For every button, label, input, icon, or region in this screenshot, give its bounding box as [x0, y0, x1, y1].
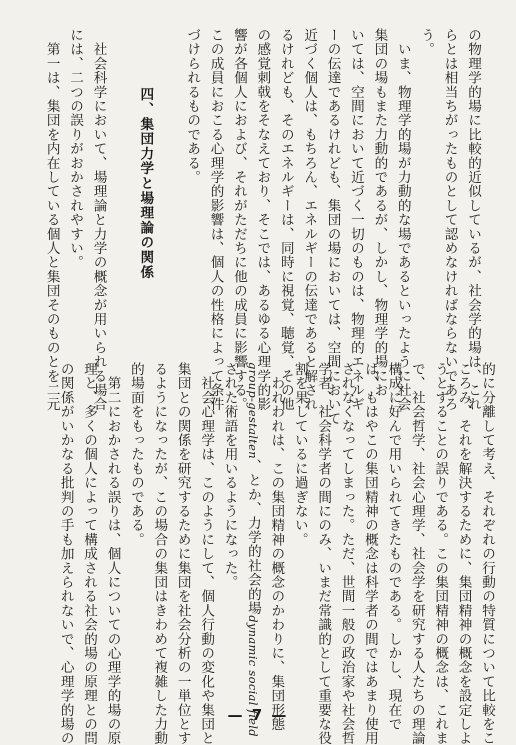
text-line: るようになったが、この場合の集団はきわめて複雑した力動 [151, 362, 168, 745]
text-line-with-latin-terms [241, 362, 264, 737]
text-line: いま、物理学的場が力動的な場であるといったように社会 [394, 28, 411, 412]
text-line: 第一は、集団を内在している個人と集団そのものとを二元 [43, 28, 60, 412]
text-line: るけれども、そのエネルギーは、同時に視覚、聴覚、その他 [277, 28, 294, 412]
text-line: されなくなってしまった。ただ、世間一般の政治家や社会哲 [338, 362, 355, 745]
text-line [156, 28, 179, 330]
text-line: された術語を用いるようになった。 [221, 362, 238, 590]
text-line: 的場面をもったものである。 [127, 362, 144, 547]
text-line: この成員におこる心理学的影響は、個人の性格によって条件 [207, 28, 224, 412]
latin-term: group-gestalten [245, 362, 260, 459]
text-line: いては、空間において近づく一切のものは、物理的エネルギ [347, 28, 364, 412]
section-heading: 四、集団力学と場理論の関係 [137, 28, 154, 280]
text-line: 響が各個人におよび、それがただちに他の成員に影響する。 [230, 28, 247, 412]
text-line: には、二つの誤りがおかされやすい。 [67, 28, 84, 270]
text-line: の物理学的場に比較的近似しているが、社会学的場は、これ [465, 28, 481, 412]
text-line: 理と、多くの個人によって構成される社会的場の原理との問 [81, 362, 98, 745]
text-line: 学者、社会科学者の間にのみ、いまだ常識的として重要な役 [315, 362, 332, 745]
text-line: 構成に好んで用いられてきたものである。しかし、現在で [385, 362, 402, 732]
text-line: うとすることの誤りである。この集団精神の概念は、これま [432, 362, 449, 745]
text-line: 割を果しているに過ぎない。 [291, 362, 308, 547]
text-line: の感覚刺戟をそなえており、そこでは、あるゆる心理学的影 [254, 28, 271, 412]
text-line: 社会心理学は、このようにして、個人行動の変化や集団と [198, 362, 215, 745]
text-fragment: 、とか、力学的社会的場 [244, 459, 261, 616]
text-line: で、社会哲学、社会心理学、社会学を研究する人たちの理論 [408, 362, 425, 745]
text-line: ーの伝達であるけれども、集団の場においては、空間において [324, 28, 341, 426]
text-line: らとは相当ちがったものとして認めなければならないであろ [441, 28, 458, 412]
text-line: 集団の場もまた力動的であるが、しかし、物理学的場にお [371, 28, 388, 398]
text-line: の関係がいかなる批判の手も加えられないで、心理学的場の [57, 362, 74, 745]
text-line: は、もはやこの集団精神の概念は科学者の間ではあまり使用 [361, 362, 378, 745]
text-line: われわれは、この集団精神の概念のかわりに、集団形態 [268, 362, 285, 732]
text-line: う。 [418, 28, 435, 57]
latin-term: dynamic social field [245, 615, 260, 737]
text-line: 近づく個人は、もちろん、エネルギーの伝達であると解され [301, 28, 318, 412]
bottom-text-column [57, 362, 498, 745]
text-line: 的に分離して考え、それぞれの行動の特質について比較をこ [479, 362, 495, 745]
text-line: 集団との関係を研究するために集団を社会分析の一単位とす [174, 362, 191, 745]
text-line: 第二におかされる誤りは、個人についての心理学的場の原 [104, 362, 121, 745]
page-number: — 7 — [227, 706, 289, 724]
text-line: ころみ、それを解決するために、集団精神の概念を設定しよ [455, 362, 472, 745]
text-line: づけられるものである。 [184, 28, 201, 185]
text-line: 社会科学において、場理論と力学の概念が用いられる場合 [90, 28, 107, 412]
text-line [110, 28, 133, 330]
